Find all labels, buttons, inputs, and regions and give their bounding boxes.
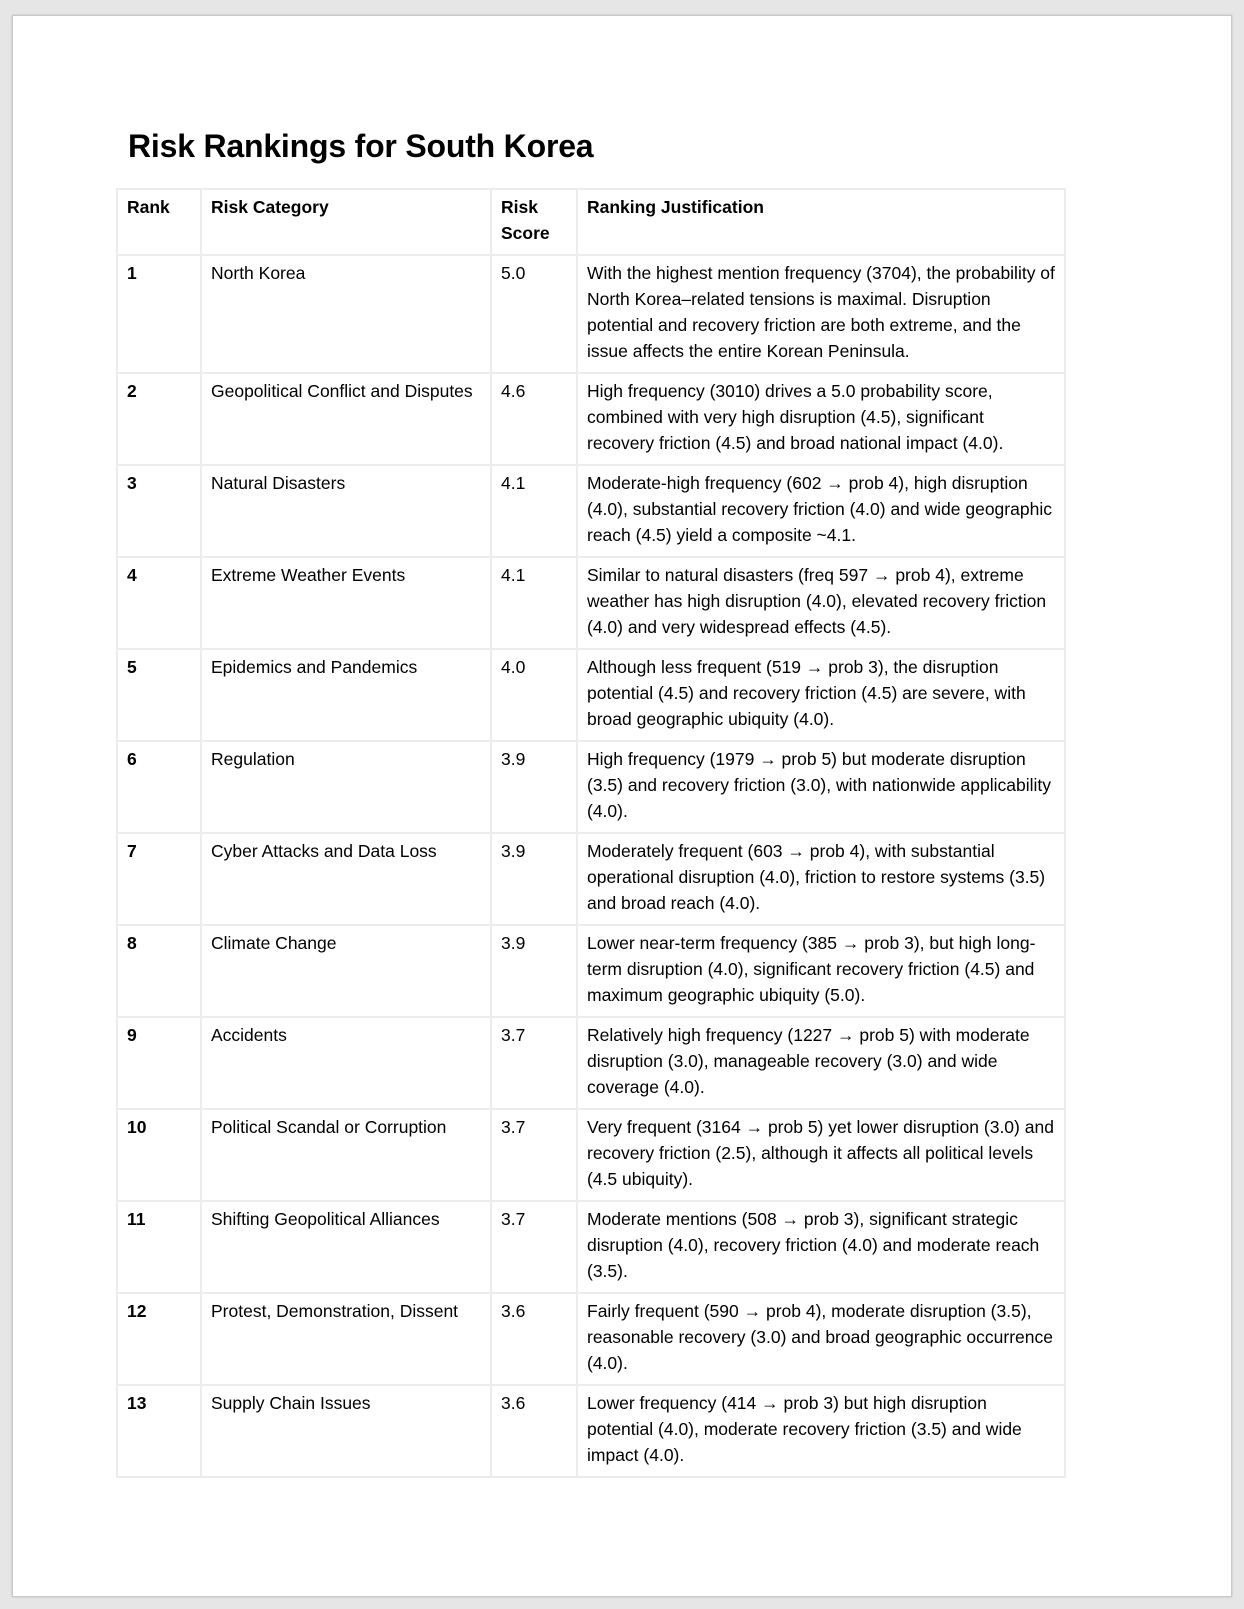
risk-score-cell: 4.1	[491, 465, 577, 557]
rank-cell: 1	[117, 255, 201, 373]
justification-cell: Lower frequency (414 → prob 3) but high disruption potential (4.0), moderate recovery friction (3.5) and wide impact (4.0).	[577, 1385, 1065, 1477]
risk-category-cell: Political Scandal or Corruption	[201, 1109, 491, 1201]
risk-category-cell: Accidents	[201, 1017, 491, 1109]
rank-cell: 10	[117, 1109, 201, 1201]
risk-score-cell: 5.0	[491, 255, 577, 373]
table-row	[117, 1293, 1065, 1385]
risk-score-cell: 4.6	[491, 373, 577, 465]
justification-cell: Although less frequent (519 → prob 3), the disruption potential (4.5) and recovery friction (4.5) are severe, with broad geographic ubiquity (4.0).	[577, 649, 1065, 741]
header-risk-score: Risk Score	[491, 189, 577, 255]
risk-score-cell: 3.9	[491, 741, 577, 833]
table-row	[117, 465, 1065, 557]
risk-score-cell: 3.7	[491, 1109, 577, 1201]
risk-score-cell: 3.9	[491, 833, 577, 925]
justification-cell: Very frequent (3164 → prob 5) yet lower disruption (3.0) and recovery friction (2.5), although it affects all political levels (4.5 ubiquity).	[577, 1109, 1065, 1201]
header-ranking-justification: Ranking Justification	[577, 189, 1065, 255]
table-row	[117, 557, 1065, 649]
document-page	[12, 15, 1232, 1597]
table-row	[117, 1109, 1065, 1201]
table-row	[117, 1017, 1065, 1109]
table-row	[117, 255, 1065, 373]
table-row	[117, 1201, 1065, 1293]
justification-cell: Moderate mentions (508 → prob 3), significant strategic disruption (4.0), recovery friction (4.0) and moderate reach (3.5).	[577, 1201, 1065, 1293]
risk-category-cell: Geopolitical Conflict and Disputes	[201, 373, 491, 465]
header-risk-category: Risk Category	[201, 189, 491, 255]
risk-category-cell: Epidemics and Pandemics	[201, 649, 491, 741]
risk-score-cell: 4.0	[491, 649, 577, 741]
justification-cell: High frequency (3010) drives a 5.0 probability score, combined with very high disruption (4.5), significant recovery friction (4.5) and broad national impact (4.0).	[577, 373, 1065, 465]
risk-category-cell: Protest, Demonstration, Dissent	[201, 1293, 491, 1385]
justification-cell: Similar to natural disasters (freq 597 → prob 4), extreme weather has high disruption (4.0), elevated recovery friction (4.0) and very widespread effects (4.5).	[577, 557, 1065, 649]
justification-cell: With the highest mention frequency (3704), the probability of North Korea–related tensions is maximal. Disruption potential and recovery friction are both extreme, and the issue affects the entire Korean Peninsula.	[577, 255, 1065, 373]
rank-cell: 4	[117, 557, 201, 649]
justification-cell: Relatively high frequency (1227 → prob 5) with moderate disruption (3.0), manageable recovery (3.0) and wide coverage (4.0).	[577, 1017, 1065, 1109]
rank-cell: 13	[117, 1385, 201, 1477]
rank-cell: 9	[117, 1017, 201, 1109]
rank-cell: 6	[117, 741, 201, 833]
justification-cell: Fairly frequent (590 → prob 4), moderate disruption (3.5), reasonable recovery (3.0) and broad geographic occurrence (4.0).	[577, 1293, 1065, 1385]
risk-category-cell: North Korea	[201, 255, 491, 373]
risk-score-cell: 3.7	[491, 1017, 577, 1109]
justification-cell: Lower near-term frequency (385 → prob 3), but high long-term disruption (4.0), significant recovery friction (4.5) and maximum geographic ubiquity (5.0).	[577, 925, 1065, 1017]
table-row	[117, 649, 1065, 741]
page-title: Risk Rankings for South Korea	[128, 128, 594, 164]
rank-cell: 3	[117, 465, 201, 557]
table-row	[117, 925, 1065, 1017]
risk-category-cell: Cyber Attacks and Data Loss	[201, 833, 491, 925]
risk-category-cell: Supply Chain Issues	[201, 1385, 491, 1477]
rank-cell: 8	[117, 925, 201, 1017]
rank-cell: 7	[117, 833, 201, 925]
risk-score-cell: 3.9	[491, 925, 577, 1017]
risk-category-cell: Regulation	[201, 741, 491, 833]
rank-cell: 12	[117, 1293, 201, 1385]
risk-category-cell: Climate Change	[201, 925, 491, 1017]
risk-rankings-table	[116, 188, 1066, 1478]
risk-score-cell: 4.1	[491, 557, 577, 649]
risk-score-cell: 3.7	[491, 1201, 577, 1293]
header-rank: Rank	[117, 189, 201, 255]
risk-category-cell: Shifting Geopolitical Alliances	[201, 1201, 491, 1293]
justification-cell: High frequency (1979 → prob 5) but moderate disruption (3.5) and recovery friction (3.0), with nationwide applicability (4.0).	[577, 741, 1065, 833]
justification-cell: Moderate-high frequency (602 → prob 4), high disruption (4.0), substantial recovery friction (4.0) and wide geographic reach (4.5) yield a composite ~4.1.	[577, 465, 1065, 557]
rank-cell: 11	[117, 1201, 201, 1293]
table-row	[117, 1385, 1065, 1477]
rank-cell: 2	[117, 373, 201, 465]
risk-category-cell: Natural Disasters	[201, 465, 491, 557]
risk-score-cell: 3.6	[491, 1385, 577, 1477]
table-row	[117, 741, 1065, 833]
risk-category-cell: Extreme Weather Events	[201, 557, 491, 649]
table-row	[117, 833, 1065, 925]
table-header-row	[117, 189, 1065, 255]
table-row	[117, 373, 1065, 465]
risk-score-cell: 3.6	[491, 1293, 577, 1385]
justification-cell: Moderately frequent (603 → prob 4), with substantial operational disruption (4.0), friction to restore systems (3.5) and broad reach (4.0).	[577, 833, 1065, 925]
rank-cell: 5	[117, 649, 201, 741]
